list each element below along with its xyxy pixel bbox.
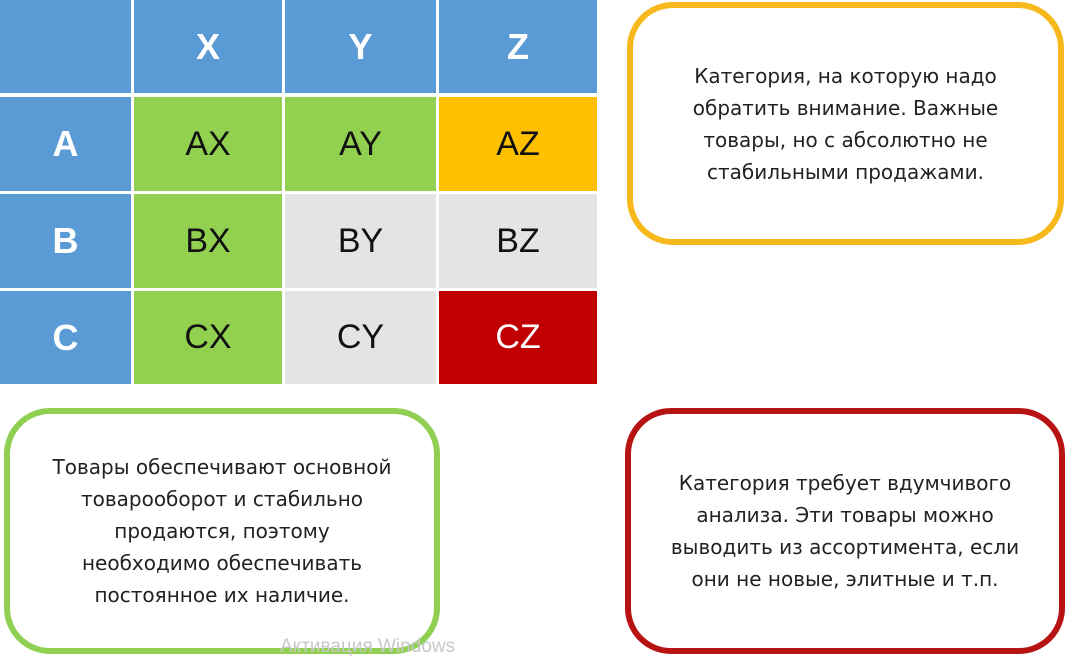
note-line: обратить внимание. Важные <box>692 95 999 120</box>
note-line: Товары обеспечивают основной <box>52 455 392 479</box>
cell-bx: BX <box>134 194 282 288</box>
note-line: необходимо обеспечивать <box>81 551 363 575</box>
note-ax-category <box>4 408 440 654</box>
note-ax-text <box>53 451 392 611</box>
note-cz-category <box>625 408 1065 654</box>
note-az-text <box>693 60 998 188</box>
cell-ax: AX <box>134 97 282 191</box>
note-line: товары, но с абсолютно не <box>703 127 988 152</box>
note-cz-text <box>671 467 1019 595</box>
note-line: Категория, на которую надо <box>694 63 997 88</box>
note-line: продаются, поэтому <box>114 519 330 543</box>
note-az-category <box>627 2 1064 245</box>
windows-activation-watermark: Активация Windows <box>280 636 456 657</box>
cell-by: BY <box>285 194 436 288</box>
note-line: постоянное их наличие. <box>94 583 350 607</box>
note-line: Категория требует вдумчивого <box>678 471 1012 495</box>
col-header-x: X <box>134 0 282 93</box>
note-line: стабильными продажами. <box>707 159 984 184</box>
note-line: выводить из ассортимента, если <box>670 535 1020 559</box>
note-line: анализа. Эти товары можно <box>696 503 994 527</box>
cell-cz: CZ <box>439 291 597 384</box>
col-header-z: Z <box>439 0 597 93</box>
row-header-a: A <box>0 97 131 191</box>
cell-cy: CY <box>285 291 436 384</box>
corner-cell <box>0 0 131 93</box>
row-header-c: C <box>0 291 131 384</box>
abc-xyz-matrix <box>0 0 600 388</box>
cell-bz: BZ <box>439 194 597 288</box>
note-line: товарооборот и стабильно <box>80 487 364 511</box>
cell-az: AZ <box>439 97 597 191</box>
cell-cx: CX <box>134 291 282 384</box>
note-line: они не новые, элитные и т.п. <box>691 567 999 591</box>
cell-ay: AY <box>285 97 436 191</box>
col-header-y: Y <box>285 0 436 93</box>
row-header-b: B <box>0 194 131 288</box>
